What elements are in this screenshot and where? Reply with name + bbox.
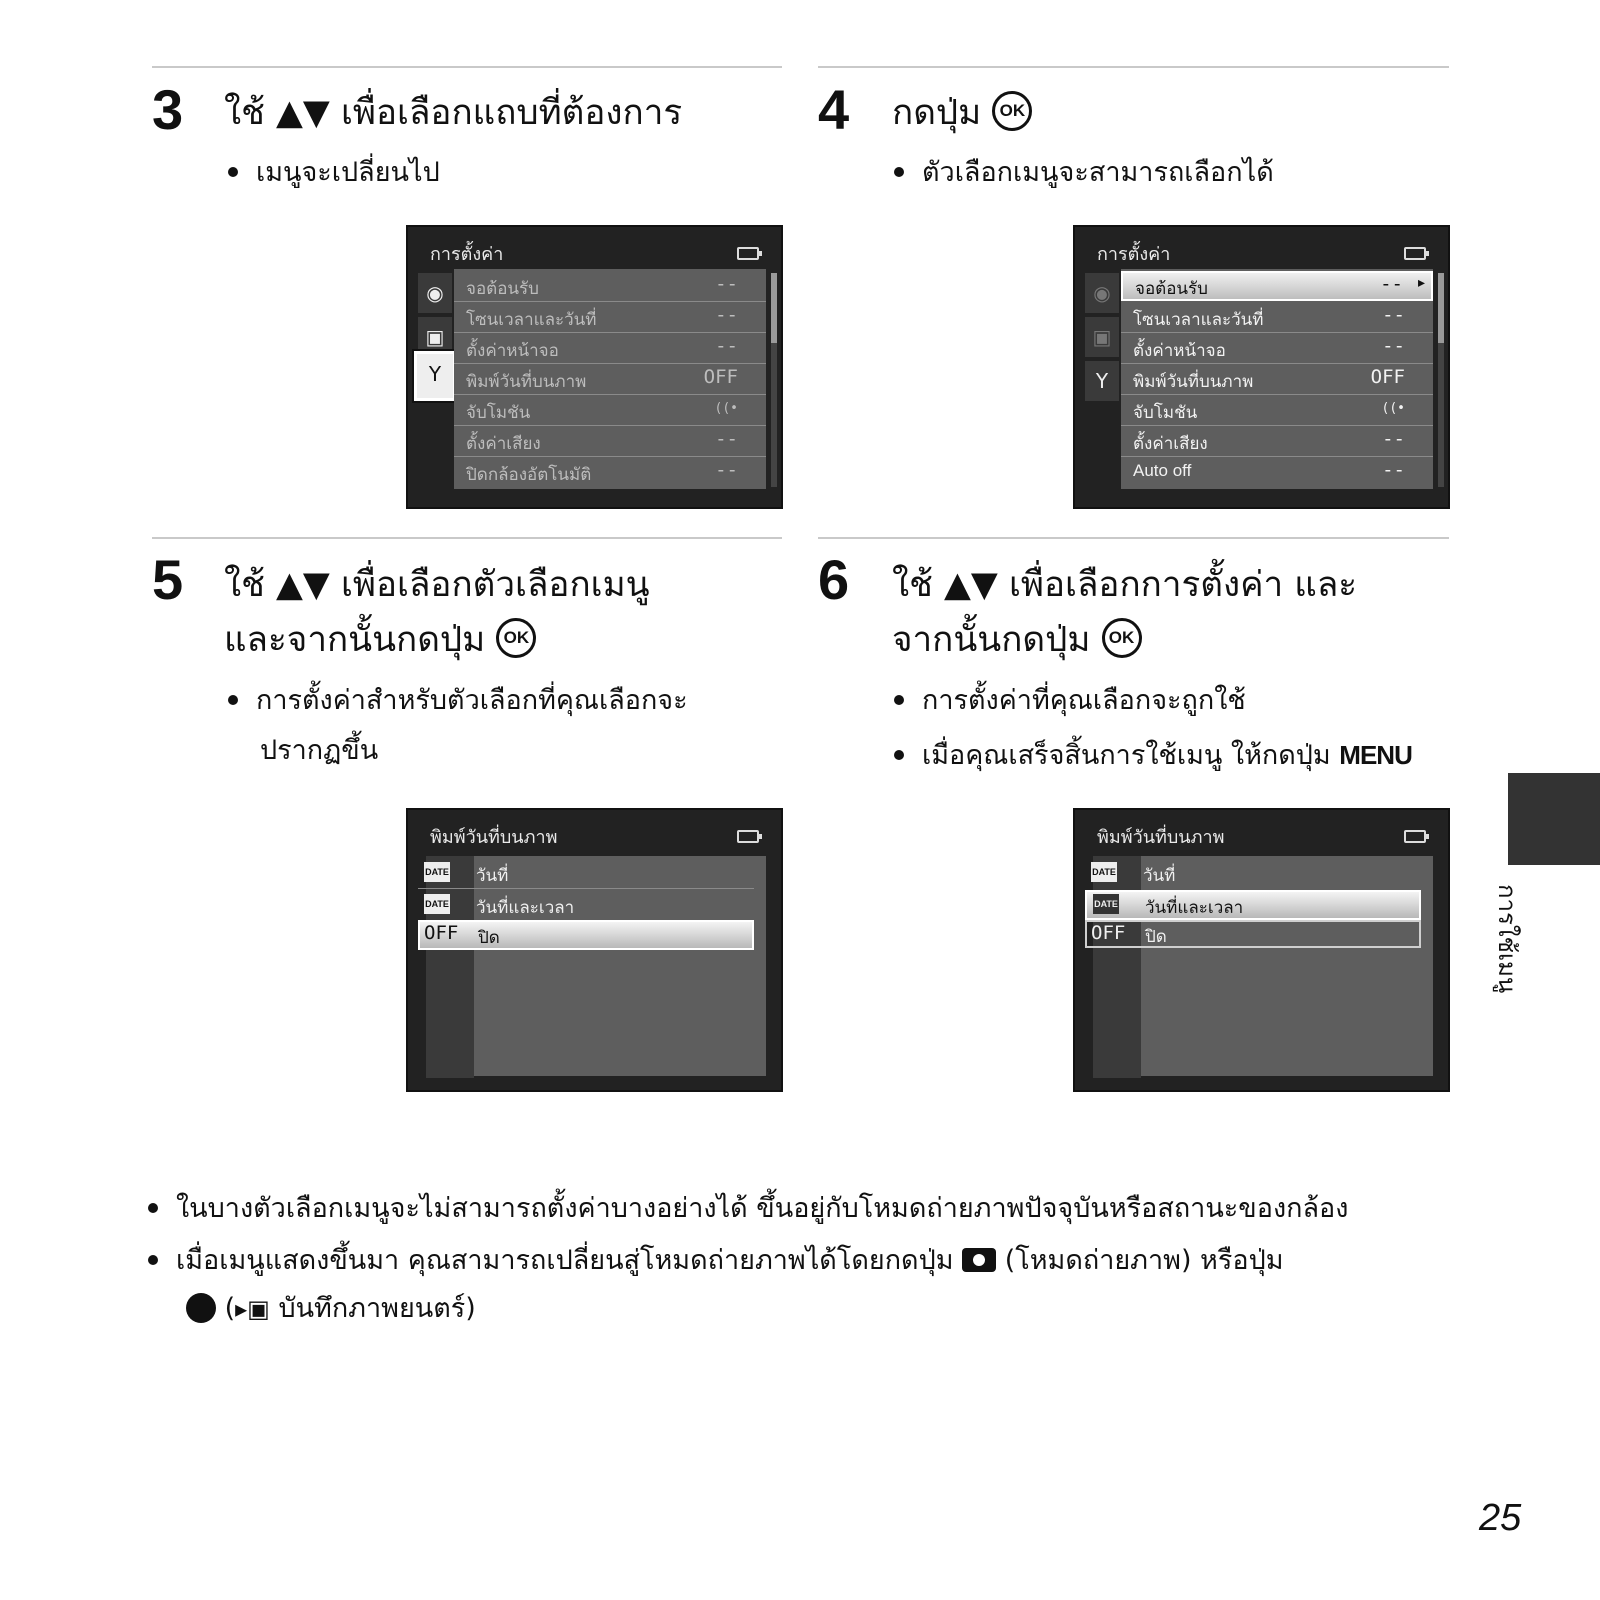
step-6-heading-a: ใช้ [892,565,944,605]
divider-top-left [152,66,782,68]
menu-row-label: โซนเวลาและวันที่ [1133,310,1264,330]
step-5-number: 5 [152,548,184,611]
page-number: 25 [1479,1497,1522,1539]
menu-row [454,271,766,302]
menu-row-label: จอต้อนรับ [466,279,539,299]
ok-button-icon: OK [992,91,1032,131]
camera-icon [962,1248,996,1272]
battery-icon [1404,830,1426,843]
record-button-icon [186,1293,216,1323]
step-6-heading-line-1 [892,558,1357,613]
note-2-text-a: เมื่อเมนูแสดงขึ้นมา คุณสามารถเปลี่ยนสู่โหมดถ่ายภาพได้โดยกดปุ่ม [176,1245,963,1276]
options-panel [426,856,766,1076]
date-icon: DATE [424,862,450,882]
note-2-text-c: ( [216,1293,236,1324]
step-6-bullet-2 [894,730,1412,781]
menu-row-value: -- [715,335,738,357]
date-option [418,858,754,889]
menu-row [454,426,766,457]
step-5-heading-a: ใช้ [224,565,276,605]
step-5-heading-line-1 [224,558,650,613]
step-6-heading-b: เพื่อเลือกการตั้งค่า และ [997,565,1358,605]
note-1 [148,1185,1348,1233]
step-6-heading-line-2 [892,613,1357,668]
step-4-bullet-text: ตัวเลือกเมนูจะสามารถเลือกได้ [922,157,1274,188]
menu-row-label: ตั้งค่าเสียง [466,434,541,454]
menu-row-value: -- [1382,335,1405,357]
menu-row-value: -- [715,273,738,295]
bullet-dot [148,1255,158,1265]
bullet-dot [894,167,904,177]
menu-row [1121,333,1433,364]
divider-top-right [818,66,1449,68]
screen-title: พิมพ์วันที่บนภาพ [1097,827,1225,848]
step-5-heading-b: เพื่อเลือกตัวเลือกเมนู [329,565,650,605]
step-3-heading-b: เพื่อเลือกแถบที่ต้องการ [329,93,683,133]
step-5-bullet-text: การตั้งค่าสำหรับตัวเลือกที่คุณเลือกจะ [256,685,688,716]
section-tab-marker [1508,773,1600,865]
screen-title: พิมพ์วันที่บนภาพ [430,827,558,848]
menu-row-label: โซนเวลาและวันที่ [466,310,597,330]
date-time-option [418,890,754,920]
battery-icon [737,247,759,260]
off-icon: OFF [1091,922,1126,944]
menu-button-label: MENU [1339,740,1412,770]
wrench-icon: Y [414,351,456,401]
menu-row [1121,426,1433,457]
menu-row [454,333,766,364]
menu-row-value: -- [1380,273,1403,295]
screen-title: การตั้งค่า [430,244,504,265]
up-down-arrows-icon: ▲▼ [275,565,330,605]
option-label: ปิด [478,928,500,948]
bullet-dot [894,750,904,760]
menu-row-value: OFF [703,366,738,388]
menu-row-selected [1121,271,1433,301]
note-2-text-b: (โหมดถ่ายภาพ) หรือปุ่ม [996,1245,1284,1276]
movie-icon: ▸▣ [235,1295,270,1323]
step-5-heading [224,558,650,668]
date-option [1085,858,1421,888]
off-option [1085,920,1421,948]
menu-row-label: พิมพ์วันที่บนภาพ [1133,372,1254,392]
movie-icon: ▣ [1085,317,1119,357]
menu-row-value: OFF [1370,366,1405,388]
right-arrow-icon: ▸ [1417,275,1425,291]
option-label: วันที่และเวลา [1145,898,1244,918]
scrollbar-thumb [771,273,777,343]
menu-row-value: -- [715,428,738,450]
date-time-icon: DATE [424,894,450,914]
step-6-bullet-text: การตั้งค่าที่คุณเลือกจะถูกใช้ [922,685,1246,716]
movie-icon: ▣ [418,317,452,357]
step-5-bullet-text-cont: ปรากฏขึ้น [260,735,379,766]
motion-detection-icon: ((• [1381,401,1405,416]
up-down-arrows-icon: ▲▼ [275,93,330,133]
step-6-number: 6 [818,548,850,611]
options-panel [1093,856,1433,1076]
bullet-dot [148,1203,158,1213]
menu-row-label: ตั้งค่าหน้าจอ [466,341,559,361]
ok-button-icon: OK [1102,618,1142,658]
option-label: วันที่และเวลา [476,898,575,918]
up-down-arrows-icon: ▲▼ [943,565,998,605]
menu-row-label: ตั้งค่าหน้าจอ [1133,341,1226,361]
menu-row [454,457,766,487]
option-label: วันที่ [476,866,509,886]
step-5-heading-c: และจากนั้นกดปุ่ม [224,620,497,660]
camera-screen-date-stamp-applied [1073,808,1450,1092]
menu-row-label: จับโมชัน [466,403,531,423]
step-4-heading-a: กดปุ่ม [892,93,993,133]
camera-icon: ◉ [418,273,452,313]
option-label: ปิด [1145,927,1167,947]
option-label: วันที่ [1143,866,1176,886]
wrench-icon: Y [1085,361,1119,401]
step-6-heading-c: จากนั้นกดปุ่ม [892,620,1102,660]
menu-row-value: -- [1382,304,1405,326]
step-4-number: 4 [818,78,850,141]
date-time-icon: DATE [1093,894,1119,914]
note-1-text: ในบางตัวเลือกเมนูจะไม่สามารถตั้งค่าบางอย่างได้ ขึ้นอยู่กับโหมดถ่ายภาพปัจจุบันหรือสถานะของกล้อง [176,1193,1349,1224]
date-icon: DATE [1091,862,1117,882]
divider-mid-left [152,537,782,539]
menu-row-label: Auto off [1133,461,1192,480]
step-3-heading-a: ใช้ [224,93,276,133]
date-time-option-selected [1085,890,1421,920]
menu-row-label: ตั้งค่าเสียง [1133,434,1208,454]
section-label [1485,884,1575,1024]
off-icon: OFF [424,922,459,944]
menu-row [454,395,766,426]
note-2 [148,1237,1448,1333]
battery-icon [737,830,759,843]
step-6-heading [892,558,1357,668]
step-3-heading [224,86,682,141]
menu-row [1121,457,1433,487]
motion-detection-icon: ((• [714,401,738,416]
menu-row-value: -- [1382,428,1405,450]
off-option-selected [418,920,754,950]
divider-mid-right [818,537,1449,539]
step-6-bullet-text: เมื่อคุณเสร็จสิ้นการใช้เมนู ให้กดปุ่ม [922,740,1340,771]
bullet-dot [228,695,238,705]
step-3-bullet [228,148,440,198]
battery-icon [1404,247,1426,260]
step-4-heading [892,86,1032,141]
menu-row-value: -- [715,304,738,326]
step-3-bullet-text: เมนูจะเปลี่ยนไป [256,157,440,188]
step-3-number: 3 [152,78,184,141]
note-2-text-d: บันทึกภาพยนตร์) [269,1293,476,1324]
menu-row-label: พิมพ์วันที่บนภาพ [466,372,587,392]
step-4-bullet [894,148,1274,198]
menu-row-value: -- [1382,459,1405,481]
menu-row-label: จอต้อนรับ [1135,279,1208,299]
ok-button-icon: OK [496,618,536,658]
bullet-dot [228,167,238,177]
menu-row [1121,302,1433,333]
menu-row-value: -- [715,459,738,481]
step-6-bullet-1 [894,676,1246,726]
menu-row-label: จับโมชัน [1133,403,1198,423]
menu-row [454,302,766,333]
step-5-heading-line-2 [224,613,650,668]
scrollbar-thumb [1438,273,1444,343]
screen-title: การตั้งค่า [1097,244,1171,265]
menu-row [454,364,766,395]
camera-screen-setup-tab [406,225,783,509]
menu-row [1121,395,1433,426]
section-label-text: การใช้เมนู [1493,884,1521,994]
menu-row-label: ปิดกล้องอัตโนมัติ [466,465,592,485]
camera-icon: ◉ [1085,273,1119,313]
bullet-dot [894,695,904,705]
camera-screen-date-stamp-select [406,808,783,1092]
step-5-bullet [228,676,688,776]
camera-screen-setup-options [1073,225,1450,509]
menu-row [1121,364,1433,395]
